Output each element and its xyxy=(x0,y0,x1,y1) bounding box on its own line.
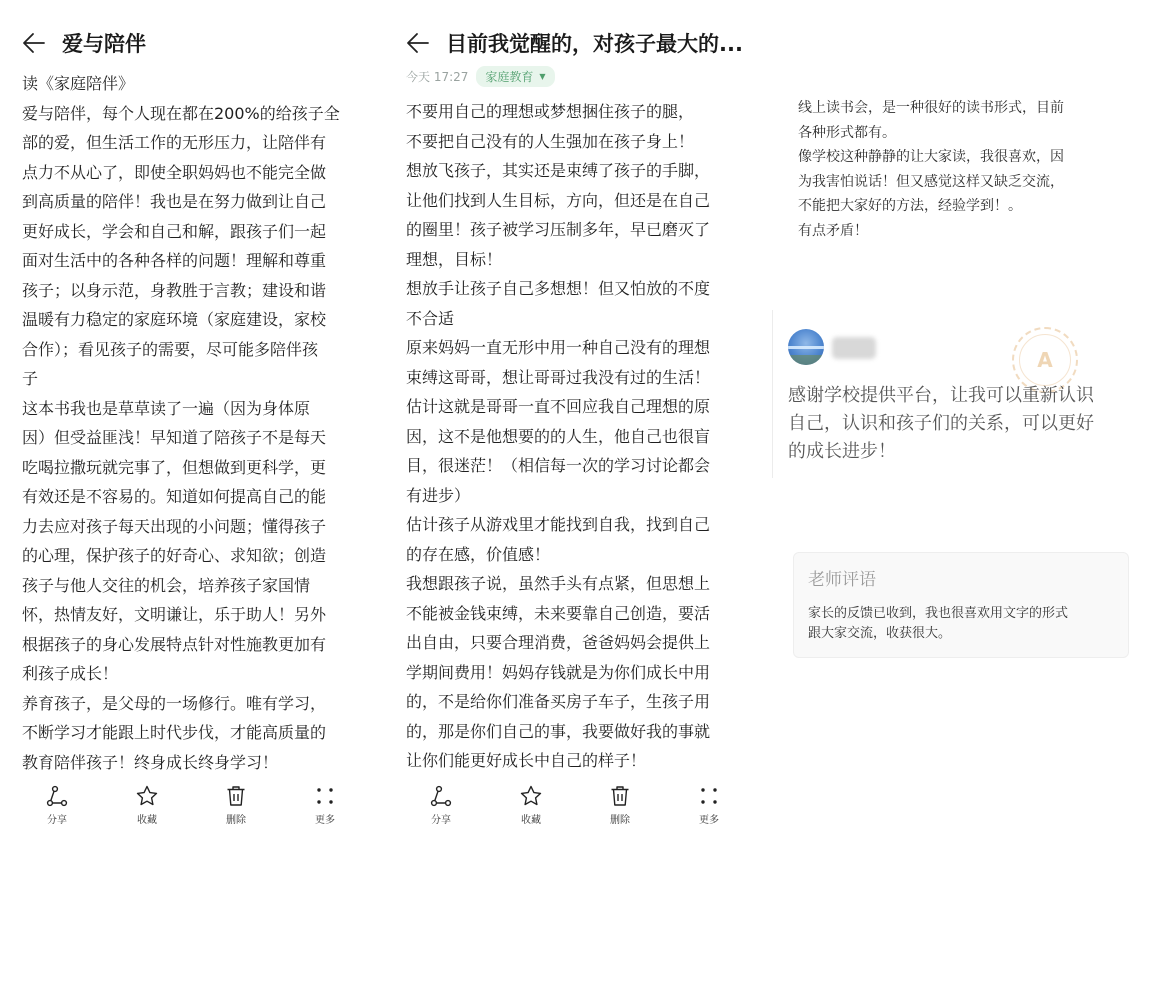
text-line: 到高质量的陪伴！我也是在努力做到让自己 xyxy=(22,192,327,211)
review-line: 跟大家交流，收获很大。 xyxy=(808,626,952,641)
title-bar xyxy=(22,27,146,59)
review-line: 家长的反馈已收到，我也很喜欢用文字的形式 xyxy=(808,606,1069,621)
text-line: 力去应对孩子每天出现的小问题；懂得孩子 xyxy=(22,516,327,536)
text-line: 读《家庭陪伴》 xyxy=(22,74,135,93)
text-line: 孩子与他人交往的机会，培养孩子家国情 xyxy=(22,575,311,595)
trash-icon xyxy=(224,784,248,808)
back-arrow-icon[interactable] xyxy=(22,31,48,55)
text-line: 的圈里！孩子被学习压制多年，早已磨灭了 xyxy=(406,220,711,239)
share-icon xyxy=(429,784,453,808)
text-line: 束缚这哥哥，想让哥哥过我没有过的生活！ xyxy=(406,367,711,387)
text-line: 孩子；以身示范，身教胜于言教；建设和谐 xyxy=(22,280,327,300)
more-button[interactable] xyxy=(684,784,734,826)
text-line: 让他们找到人生目标，方向，但还是在自己 xyxy=(406,190,711,210)
text-line: 想放手让孩子自己多想想！但又怕放的不度 xyxy=(406,279,711,298)
favorite-button[interactable] xyxy=(506,784,556,826)
more-dots-icon xyxy=(697,784,721,808)
more-button[interactable] xyxy=(300,784,350,826)
text-line: 的，不是给你们准备买房子车子，生孩子用 xyxy=(406,692,711,711)
article-meta xyxy=(406,66,555,87)
text-line: 让你们能更好成长中自己的样子！ xyxy=(406,751,647,770)
text-line: 有效还是不容易的。知道如何提高自己的能 xyxy=(22,487,327,506)
category-tag[interactable] xyxy=(476,66,554,87)
text-line: 部的爱，但生活工作的无形压力，让陪伴有 xyxy=(22,133,327,152)
text-line: 因，这不是他想要的的人生，他自己也很盲 xyxy=(406,426,711,446)
text-line: 合作）；看见孩子的需要，尽可能多陪伴孩 xyxy=(22,339,319,359)
text-line: 不能把大家好的方法，经验学到！。 xyxy=(798,198,1022,214)
comment-line: 自己，认识和孩子们的关系，可以更好 xyxy=(788,413,1094,434)
delete-button[interactable] xyxy=(211,784,261,826)
text-line: 温暖有力稳定的家庭环境（家庭建设，家校 xyxy=(22,310,327,329)
text-line: 想放飞孩子，其实还是束缚了孩子的手脚， xyxy=(406,161,711,180)
bottom-toolbar xyxy=(22,784,367,834)
favorite-label: 收藏 xyxy=(521,815,541,826)
text-line: 点力不从心了，即使全职妈妈也不能完全做 xyxy=(22,162,327,182)
text-line: 线上读书会，是一种很好的读书形式，目前 xyxy=(798,100,1064,116)
favorite-label: 收藏 xyxy=(137,815,157,826)
favorite-button[interactable] xyxy=(122,784,172,826)
text-line: 面对生活中的各种各样的问题！理解和尊重 xyxy=(22,251,327,270)
stamp-inner-ring xyxy=(1019,334,1071,386)
parent-comment xyxy=(788,382,1094,466)
share-label: 分享 xyxy=(431,815,451,826)
avatar-grass xyxy=(788,355,824,365)
more-label: 更多 xyxy=(315,815,335,826)
blurred-username xyxy=(832,337,876,359)
text-line: 估计这就是哥哥一直不回应我自己理想的原 xyxy=(406,397,711,416)
article-body xyxy=(22,69,340,777)
user-avatar[interactable] xyxy=(788,329,824,365)
teacher-review-card xyxy=(793,552,1129,658)
text-line: 不合适 xyxy=(406,308,455,328)
page-title: 目前我觉醒的，对孩子最大的... xyxy=(446,32,743,56)
text-line: 不能被金钱束缚，未来要靠自己创造，要活 xyxy=(406,603,711,623)
title-bar xyxy=(406,27,743,59)
avatar-horizon xyxy=(788,346,824,349)
stamp-letter: A xyxy=(1037,348,1053,372)
text-line: 像学校这种静静的让大家读，我很喜欢，因 xyxy=(798,149,1064,165)
text-line: 有进步） xyxy=(406,485,471,505)
text-line: 出自由，只要合理消费，爸爸妈妈会提供上 xyxy=(406,633,711,652)
text-line: 不要用自己的理想或梦想捆住孩子的腿， xyxy=(406,102,695,121)
text-line: 的心理，保护孩子的好奇心、求知欲；创造 xyxy=(22,546,327,565)
text-line: 根据孩子的身心发展特点针对性施教更加有 xyxy=(22,634,327,654)
more-label: 更多 xyxy=(699,815,719,826)
text-line: 学期间费用！妈妈存钱就是为你们成长中用 xyxy=(406,662,711,682)
text-line: 原来妈妈一直无形中用一种自己没有的理想 xyxy=(406,338,711,357)
delete-button[interactable] xyxy=(595,784,645,826)
more-dots-icon xyxy=(313,784,337,808)
trash-icon xyxy=(608,784,632,808)
delete-label: 删除 xyxy=(610,815,630,826)
page-title: 爱与陪伴 xyxy=(62,32,146,56)
text-line: 养育孩子，是父母的一场修行。唯有学习， xyxy=(22,693,327,713)
text-line: 我想跟孩子说，虽然手头有点紧，但思想上 xyxy=(406,574,711,593)
text-line: 子 xyxy=(22,369,39,388)
article-body xyxy=(406,97,710,776)
comment-line: 感谢学校提供平台，让我可以重新认识 xyxy=(788,385,1094,406)
bottom-toolbar xyxy=(406,784,751,834)
category-tag-label: 家庭教育 xyxy=(485,70,534,84)
divider xyxy=(772,310,773,478)
text-line: 各种形式都有。 xyxy=(798,124,896,141)
reading-club-note xyxy=(798,96,1064,243)
text-line: 目，很迷茫！（相信每一次的学习讨论都会 xyxy=(406,456,711,475)
text-line: 更好成长，学会和自己和解，跟孩子们一起 xyxy=(22,221,327,241)
star-icon xyxy=(519,784,543,808)
text-line: 不要把自己没有的人生强加在孩子身上！ xyxy=(406,131,695,151)
share-button[interactable] xyxy=(32,784,82,826)
delete-label: 删除 xyxy=(226,815,246,826)
comment-line: 的成长进步！ xyxy=(788,441,896,462)
text-line: 利孩子成长！ xyxy=(22,664,119,683)
text-line: 不断学习才能跟上时代步伐，才能高质量的 xyxy=(22,723,327,742)
back-arrow-icon[interactable] xyxy=(406,31,432,55)
text-line: 吃喝拉撒玩就完事了，但想做到更科学，更 xyxy=(22,457,327,477)
text-line: 教育陪伴孩子！终身成长终身学习！ xyxy=(22,752,279,772)
text-line: 有点矛盾！ xyxy=(798,222,868,239)
share-icon xyxy=(45,784,69,808)
text-line: 估计孩子从游戏里才能找到自我，找到自己 xyxy=(406,515,711,534)
text-line: 爱与陪伴，每个人现在都在200%的给孩子全 xyxy=(22,103,340,123)
timestamp: 今天 17:27 xyxy=(406,70,469,84)
text-line: 理想，目标！ xyxy=(406,249,503,269)
text-line: 的存在感，价值感！ xyxy=(406,544,551,564)
star-icon xyxy=(135,784,159,808)
share-button[interactable] xyxy=(416,784,466,826)
text-line: 这本书我也是草草读了一遍（因为身体原 xyxy=(22,398,311,418)
teacher-review-title: 老师评语 xyxy=(808,570,876,590)
text-line: 为我害怕说话！但又感觉这样又缺乏交流， xyxy=(798,173,1064,190)
caret-down-icon: ▼ xyxy=(539,72,546,81)
text-line: 怀，热情友好，文明谦让，乐于助人！另外 xyxy=(22,605,327,624)
text-line: 的，那是你们自己的事，我要做好我的事就 xyxy=(406,721,711,741)
share-label: 分享 xyxy=(47,815,67,826)
teacher-review-text xyxy=(808,604,1068,644)
text-line: 因）但受益匪浅！早知道了陪孩子不是每天 xyxy=(22,428,327,447)
